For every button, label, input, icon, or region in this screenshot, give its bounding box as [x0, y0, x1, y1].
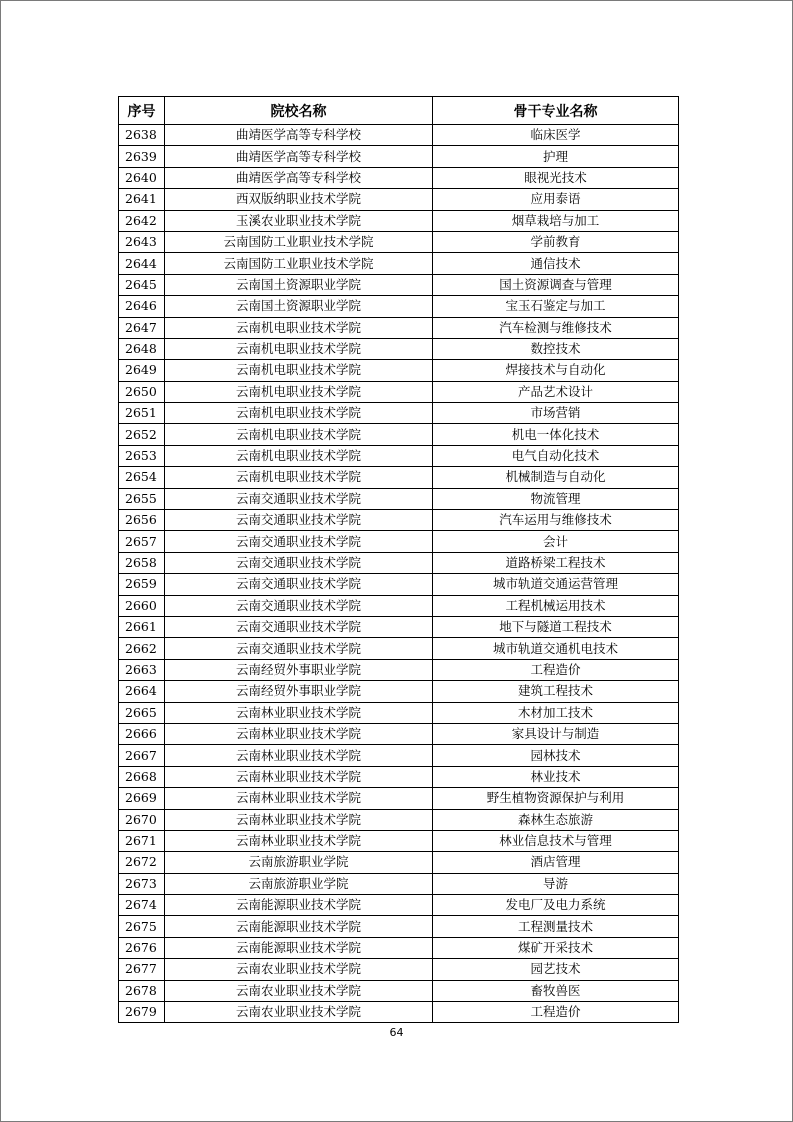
table-row [119, 210, 679, 231]
cell-school: 云南交通职业技术学院 [165, 574, 433, 595]
cell-school: 西双版纳职业技术学院 [165, 189, 433, 210]
cell-major: 城市轨道交通运营管理 [433, 574, 679, 595]
table-row [119, 873, 679, 894]
cell-school: 云南林业职业技术学院 [165, 788, 433, 809]
cell-school: 云南国防工业职业技术学院 [165, 231, 433, 252]
cell-index: 2671 [119, 830, 165, 851]
cell-school: 曲靖医学高等专科学校 [165, 146, 433, 167]
cell-school: 云南交通职业技术学院 [165, 488, 433, 509]
table-row [119, 317, 679, 338]
cell-major: 会计 [433, 531, 679, 552]
cell-major: 工程机械运用技术 [433, 595, 679, 616]
cell-index: 2649 [119, 360, 165, 381]
cell-school: 云南交通职业技术学院 [165, 552, 433, 573]
cell-index: 2667 [119, 745, 165, 766]
cell-major: 家具设计与制造 [433, 723, 679, 744]
table-row [119, 231, 679, 252]
table-row [119, 146, 679, 167]
cell-major: 机电一体化技术 [433, 424, 679, 445]
cell-major: 工程造价 [433, 659, 679, 680]
cell-school: 云南经贸外事职业学院 [165, 681, 433, 702]
table-row [119, 980, 679, 1001]
cell-major: 野生植物资源保护与利用 [433, 788, 679, 809]
cell-school: 云南农业职业技术学院 [165, 980, 433, 1001]
cell-index: 2670 [119, 809, 165, 830]
table-row [119, 959, 679, 980]
table-row [119, 552, 679, 573]
table-row [119, 659, 679, 680]
table-row [119, 167, 679, 188]
cell-school: 曲靖医学高等专科学校 [165, 125, 433, 146]
table-row [119, 681, 679, 702]
cell-school: 云南机电职业技术学院 [165, 381, 433, 402]
cell-index: 2661 [119, 616, 165, 637]
cell-index: 2640 [119, 167, 165, 188]
cell-index: 2673 [119, 873, 165, 894]
cell-school: 云南机电职业技术学院 [165, 360, 433, 381]
cell-index: 2663 [119, 659, 165, 680]
table-row [119, 253, 679, 274]
cell-school: 云南交通职业技术学院 [165, 638, 433, 659]
cell-school: 云南机电职业技术学院 [165, 317, 433, 338]
table-row [119, 745, 679, 766]
cell-school: 玉溪农业职业技术学院 [165, 210, 433, 231]
cell-school: 云南旅游职业学院 [165, 873, 433, 894]
cell-index: 2669 [119, 788, 165, 809]
table-row [119, 338, 679, 359]
cell-index: 2676 [119, 937, 165, 958]
cell-index: 2674 [119, 895, 165, 916]
cell-school: 云南交通职业技术学院 [165, 510, 433, 531]
cell-school: 云南机电职业技术学院 [165, 467, 433, 488]
cell-index: 2651 [119, 403, 165, 424]
cell-major: 物流管理 [433, 488, 679, 509]
cell-index: 2647 [119, 317, 165, 338]
table-row [119, 788, 679, 809]
cell-index: 2660 [119, 595, 165, 616]
cell-major: 酒店管理 [433, 852, 679, 873]
cell-major: 发电厂及电力系统 [433, 895, 679, 916]
cell-major: 宝玉石鉴定与加工 [433, 296, 679, 317]
cell-index: 2650 [119, 381, 165, 402]
majors-table [118, 96, 679, 1023]
cell-major: 森林生态旅游 [433, 809, 679, 830]
cell-major: 煤矿开采技术 [433, 937, 679, 958]
cell-school: 云南农业职业技术学院 [165, 959, 433, 980]
cell-school: 云南交通职业技术学院 [165, 595, 433, 616]
table-row [119, 830, 679, 851]
cell-major: 机械制造与自动化 [433, 467, 679, 488]
cell-index: 2639 [119, 146, 165, 167]
cell-major: 护理 [433, 146, 679, 167]
table-row [119, 638, 679, 659]
cell-school: 曲靖医学高等专科学校 [165, 167, 433, 188]
cell-major: 园林技术 [433, 745, 679, 766]
table-row [119, 424, 679, 445]
cell-school: 云南交通职业技术学院 [165, 531, 433, 552]
cell-index: 2643 [119, 231, 165, 252]
table-row [119, 510, 679, 531]
cell-major: 工程测量技术 [433, 916, 679, 937]
cell-index: 2665 [119, 702, 165, 723]
cell-index: 2657 [119, 531, 165, 552]
cell-school: 云南林业职业技术学院 [165, 809, 433, 830]
cell-major: 眼视光技术 [433, 167, 679, 188]
table-row [119, 296, 679, 317]
table-row [119, 574, 679, 595]
table-row [119, 360, 679, 381]
table-row [119, 381, 679, 402]
table-row [119, 531, 679, 552]
cell-major: 焊接技术与自动化 [433, 360, 679, 381]
cell-index: 2654 [119, 467, 165, 488]
cell-school: 云南机电职业技术学院 [165, 424, 433, 445]
cell-index: 2666 [119, 723, 165, 744]
table-row [119, 274, 679, 295]
cell-major: 地下与隧道工程技术 [433, 616, 679, 637]
cell-index: 2659 [119, 574, 165, 595]
cell-index: 2662 [119, 638, 165, 659]
cell-index: 2656 [119, 510, 165, 531]
cell-index: 2672 [119, 852, 165, 873]
cell-major: 汽车运用与维修技术 [433, 510, 679, 531]
table-row [119, 189, 679, 210]
table-row [119, 488, 679, 509]
table-row [119, 445, 679, 466]
table-row [119, 125, 679, 146]
cell-major: 学前教育 [433, 231, 679, 252]
cell-major: 通信技术 [433, 253, 679, 274]
cell-index: 2664 [119, 681, 165, 702]
table-row [119, 616, 679, 637]
header-index: 序号 [119, 97, 165, 125]
cell-school: 云南机电职业技术学院 [165, 445, 433, 466]
cell-major: 林业技术 [433, 766, 679, 787]
cell-school: 云南能源职业技术学院 [165, 937, 433, 958]
table-row [119, 1002, 679, 1023]
cell-school: 云南经贸外事职业学院 [165, 659, 433, 680]
cell-major: 城市轨道交通机电技术 [433, 638, 679, 659]
cell-index: 2658 [119, 552, 165, 573]
table-row [119, 467, 679, 488]
cell-major: 产品艺术设计 [433, 381, 679, 402]
cell-index: 2646 [119, 296, 165, 317]
cell-index: 2642 [119, 210, 165, 231]
cell-major: 数控技术 [433, 338, 679, 359]
table-row [119, 723, 679, 744]
cell-school: 云南林业职业技术学院 [165, 723, 433, 744]
cell-school: 云南林业职业技术学院 [165, 766, 433, 787]
cell-major: 林业信息技术与管理 [433, 830, 679, 851]
table-row [119, 937, 679, 958]
cell-index: 2675 [119, 916, 165, 937]
cell-index: 2679 [119, 1002, 165, 1023]
cell-index: 2668 [119, 766, 165, 787]
table-row [119, 916, 679, 937]
table-row [119, 766, 679, 787]
cell-index: 2644 [119, 253, 165, 274]
cell-school: 云南能源职业技术学院 [165, 916, 433, 937]
table-header-row [119, 97, 679, 125]
header-major: 骨干专业名称 [433, 97, 679, 125]
cell-major: 导游 [433, 873, 679, 894]
cell-major: 道路桥梁工程技术 [433, 552, 679, 573]
cell-index: 2678 [119, 980, 165, 1001]
table-row [119, 702, 679, 723]
cell-school: 云南国土资源职业学院 [165, 296, 433, 317]
cell-school: 云南旅游职业学院 [165, 852, 433, 873]
cell-index: 2653 [119, 445, 165, 466]
cell-major: 临床医学 [433, 125, 679, 146]
cell-school: 云南机电职业技术学院 [165, 338, 433, 359]
cell-school: 云南林业职业技术学院 [165, 830, 433, 851]
cell-major: 木材加工技术 [433, 702, 679, 723]
cell-major: 建筑工程技术 [433, 681, 679, 702]
table-row [119, 809, 679, 830]
cell-school: 云南能源职业技术学院 [165, 895, 433, 916]
cell-major: 应用泰语 [433, 189, 679, 210]
cell-school: 云南林业职业技术学院 [165, 745, 433, 766]
cell-major: 电气自动化技术 [433, 445, 679, 466]
cell-school: 云南交通职业技术学院 [165, 616, 433, 637]
cell-index: 2677 [119, 959, 165, 980]
cell-school: 云南国防工业职业技术学院 [165, 253, 433, 274]
table-row [119, 595, 679, 616]
page-number: 64 [389, 1026, 404, 1039]
cell-school: 云南林业职业技术学院 [165, 702, 433, 723]
table-row [119, 852, 679, 873]
cell-major: 烟草栽培与加工 [433, 210, 679, 231]
cell-index: 2638 [119, 125, 165, 146]
cell-school: 云南国土资源职业学院 [165, 274, 433, 295]
cell-major: 汽车检测与维修技术 [433, 317, 679, 338]
table-row [119, 895, 679, 916]
cell-index: 2655 [119, 488, 165, 509]
cell-index: 2641 [119, 189, 165, 210]
header-school: 院校名称 [165, 97, 433, 125]
cell-major: 园艺技术 [433, 959, 679, 980]
table-body [119, 125, 679, 1023]
table-row [119, 403, 679, 424]
cell-major: 工程造价 [433, 1002, 679, 1023]
cell-index: 2648 [119, 338, 165, 359]
cell-major: 畜牧兽医 [433, 980, 679, 1001]
cell-index: 2652 [119, 424, 165, 445]
cell-major: 市场营销 [433, 403, 679, 424]
cell-school: 云南农业职业技术学院 [165, 1002, 433, 1023]
cell-school: 云南机电职业技术学院 [165, 403, 433, 424]
cell-index: 2645 [119, 274, 165, 295]
cell-major: 国土资源调查与管理 [433, 274, 679, 295]
